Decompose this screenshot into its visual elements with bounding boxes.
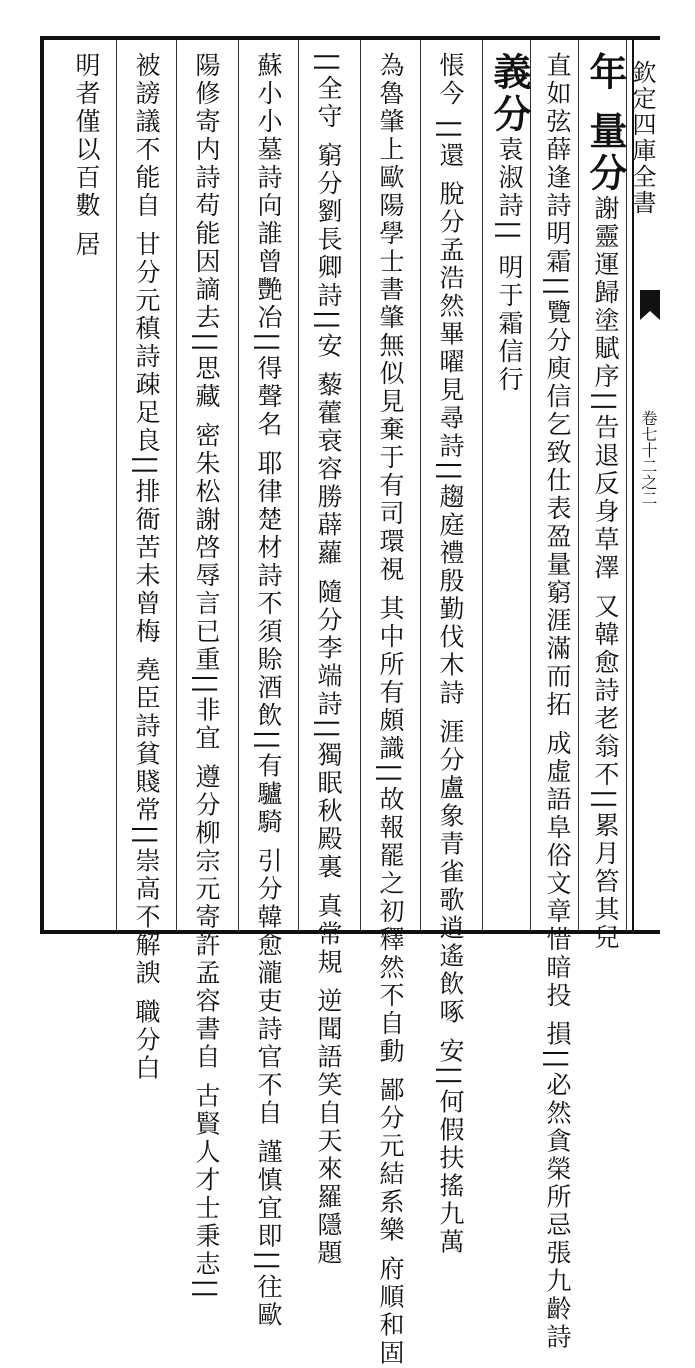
margin-volume: 卷七十二之二 bbox=[639, 410, 658, 506]
column-rule bbox=[482, 40, 483, 930]
column-rule bbox=[298, 40, 299, 930]
column-rule bbox=[238, 40, 239, 930]
column-6-text: ||全守 窮分劉長卿詩||安 藜藿衰容勝薜蘿 隨分李端詩||獨眠秋殿裏 真常規 逆聞語笑自天來羅隱題 bbox=[314, 52, 343, 1268]
text-column-6 bbox=[308, 52, 348, 1268]
column-rule bbox=[360, 40, 361, 930]
column-9-text: 被謗議不能自 甘分元稹詩疎足良||排衙苦未曾梅 堯臣詩貧賤常||崇高不解諛 職分白 bbox=[132, 52, 161, 1083]
column-7-text: 蘇小小墓詩向誰曾艷冶||得聲名 耶律楚材詩不須賒酒飲||有驢騎 引分韓愈瀧吏詩官不自 謹慎宜即||往歐 bbox=[254, 52, 283, 1330]
text-column-10 bbox=[66, 52, 106, 922]
column-2-text: 直如弦薛逢詩明霜||覽分庾信乞致仕表盈量窮涯滿而拓 成虛語阜俗文章惜暗投 損||必然貪榮所忌張九齡詩 bbox=[543, 52, 572, 1352]
column-3-text: 袁淑詩|| 明于霜信行 bbox=[495, 136, 524, 394]
text-column-3 bbox=[487, 52, 532, 922]
column-rule bbox=[116, 40, 117, 930]
text-column-5 bbox=[370, 52, 410, 1368]
column-1-text: 謝靈運歸塗賦序||告退反身草澤 又韓愈詩老翁不||累月笞其兒 bbox=[591, 195, 620, 952]
text-column-4 bbox=[430, 52, 470, 1257]
margin-title: 欽定四庫全書 bbox=[628, 60, 656, 216]
column-4-text: 悵今 ||還 脫分孟浩然畢曜見尋詩||趨庭禮殷勤伐木詩 涯分盧象青雀歌逍遙飲啄 安||何假扶搖九萬 bbox=[436, 52, 465, 1257]
column-8-text: 陽修寄内詩苟能因謫去||思藏 密朱松謝啓辱言已重||非宜 遵分柳宗元寄許孟容書自 古賢人才士秉志|| bbox=[192, 52, 221, 1302]
text-column-8 bbox=[186, 52, 226, 1302]
text-column-9 bbox=[126, 52, 166, 1083]
column-rule bbox=[420, 40, 421, 930]
column-10-text: 明者僅以百數 居 bbox=[72, 52, 101, 259]
column-rule bbox=[530, 40, 531, 930]
column-rule bbox=[578, 40, 579, 930]
column-1-heading: 年 量分 bbox=[583, 52, 628, 196]
column-3-heading: 義分 bbox=[487, 52, 532, 136]
text-column-1 bbox=[583, 52, 628, 952]
column-rule bbox=[176, 40, 177, 930]
text-column-2 bbox=[537, 52, 577, 1352]
text-column-7 bbox=[248, 52, 288, 1330]
column-5-text: 為魯肇上歐陽學士書肇無似見棄于有司環視 其中所有頗識||故報罷之初釋然不自動 鄙分元結系樂 府順和固 bbox=[376, 52, 405, 1368]
